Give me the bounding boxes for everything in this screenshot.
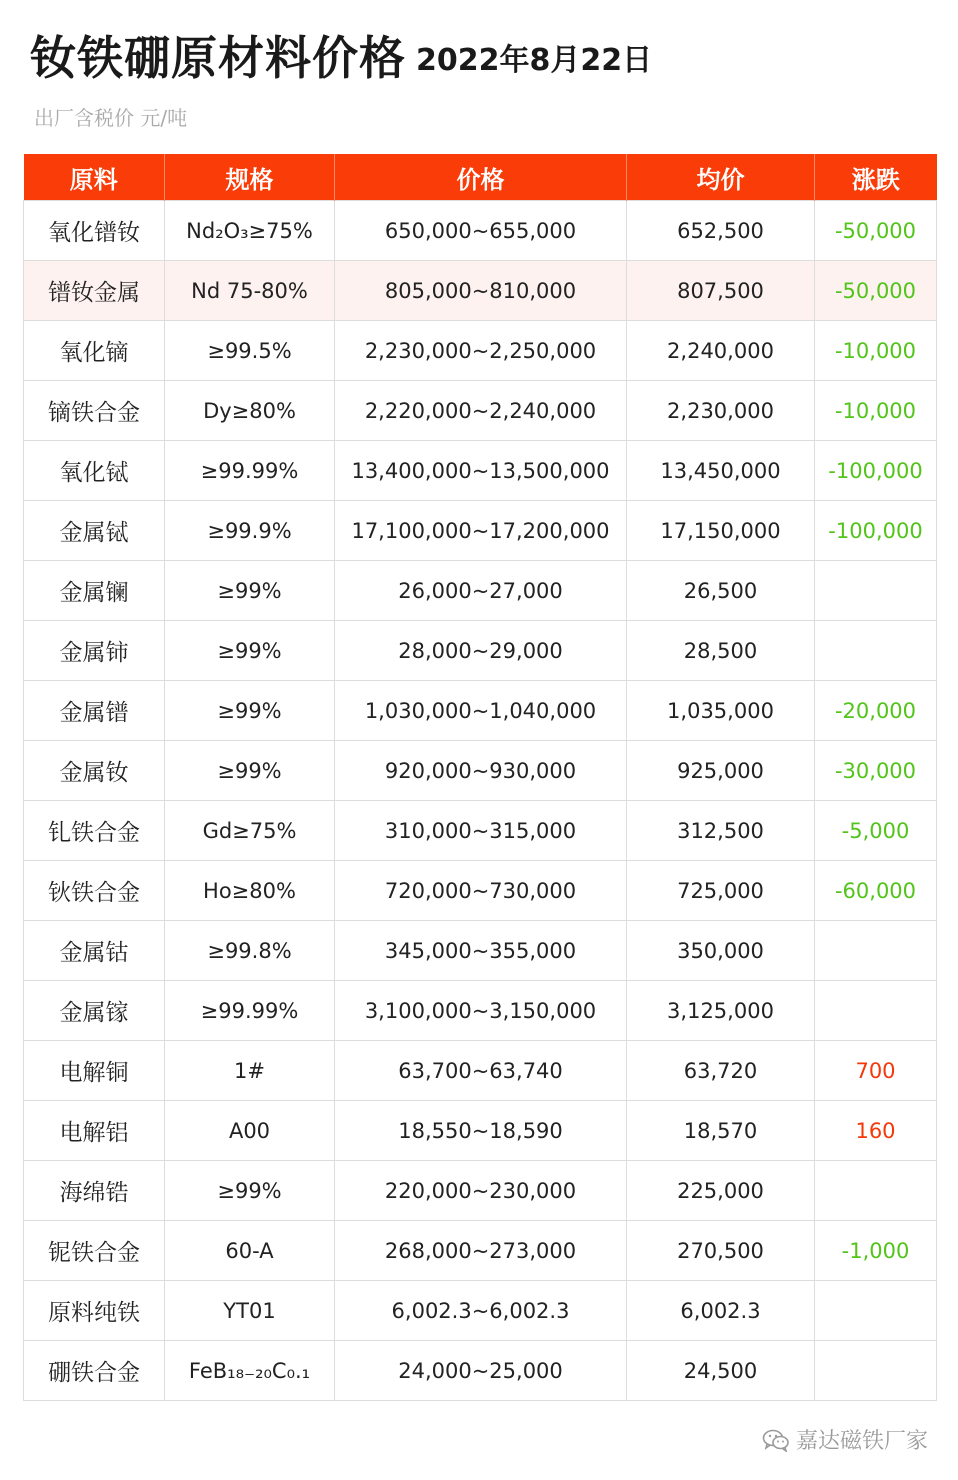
average-price-cell: 225,000	[627, 1161, 815, 1221]
change-cell: -60,000	[815, 861, 937, 921]
table-header	[24, 154, 937, 201]
table-row	[24, 1221, 937, 1281]
watermark	[762, 1424, 928, 1455]
column-header-material: 原料	[24, 154, 165, 201]
average-price-cell: 350,000	[627, 921, 815, 981]
price-range-cell: 24,000~25,000	[335, 1341, 627, 1401]
average-price-cell: 26,500	[627, 561, 815, 621]
material-name-cell: 氧化铽	[24, 441, 165, 501]
table-row	[24, 981, 937, 1041]
watermark-text: 嘉达磁铁厂家	[795, 1429, 928, 1454]
spec-cell: ≥99.99%	[165, 981, 335, 1041]
price-range-cell: 28,000~29,000	[335, 621, 627, 681]
price-range-cell: 1,030,000~1,040,000	[335, 681, 627, 741]
table-row	[24, 1161, 937, 1221]
column-header-spec: 规格	[165, 154, 335, 201]
change-cell	[815, 981, 937, 1041]
table-row	[24, 321, 937, 381]
table-row	[24, 561, 937, 621]
average-price-cell: 652,500	[627, 201, 815, 261]
spec-cell: ≥99.99%	[165, 441, 335, 501]
average-price-cell: 28,500	[627, 621, 815, 681]
spec-cell: YT01	[165, 1281, 335, 1341]
material-name-cell: 氧化镨钕	[24, 201, 165, 261]
price-range-cell: 6,002.3~6,002.3	[335, 1281, 627, 1341]
table-row	[24, 381, 937, 441]
page-title: 钕铁硼原材料价格	[30, 31, 406, 85]
change-cell	[815, 1281, 937, 1341]
price-range-cell: 805,000~810,000	[335, 261, 627, 321]
spec-cell: 60-A	[165, 1221, 335, 1281]
page-date: 2022年8月22日	[416, 43, 653, 78]
spec-cell: ≥99.8%	[165, 921, 335, 981]
change-cell	[815, 1161, 937, 1221]
price-range-cell: 220,000~230,000	[335, 1161, 627, 1221]
table-row	[24, 441, 937, 501]
spec-cell: ≥99.9%	[165, 501, 335, 561]
price-range-cell: 650,000~655,000	[335, 201, 627, 261]
average-price-cell: 63,720	[627, 1041, 815, 1101]
table-row	[24, 621, 937, 681]
material-name-cell: 金属铽	[24, 501, 165, 561]
price-range-cell: 2,220,000~2,240,000	[335, 381, 627, 441]
material-name-cell: 氧化镝	[24, 321, 165, 381]
wechat-icon	[762, 1428, 790, 1452]
change-cell: -50,000	[815, 201, 937, 261]
change-cell	[815, 1341, 937, 1401]
title-row	[30, 22, 652, 86]
average-price-cell: 312,500	[627, 801, 815, 861]
change-cell: -30,000	[815, 741, 937, 801]
spec-cell: ≥99%	[165, 621, 335, 681]
average-price-cell: 2,240,000	[627, 321, 815, 381]
change-cell: -1,000	[815, 1221, 937, 1281]
table-body	[24, 201, 937, 1401]
price-range-cell: 3,100,000~3,150,000	[335, 981, 627, 1041]
change-cell: 160	[815, 1101, 937, 1161]
spec-cell: ≥99%	[165, 1161, 335, 1221]
average-price-cell: 18,570	[627, 1101, 815, 1161]
spec-cell: Ho≥80%	[165, 861, 335, 921]
price-range-cell: 920,000~930,000	[335, 741, 627, 801]
material-name-cell: 金属镓	[24, 981, 165, 1041]
change-cell	[815, 921, 937, 981]
table-row	[24, 801, 937, 861]
material-name-cell: 原料纯铁	[24, 1281, 165, 1341]
change-cell	[815, 621, 937, 681]
price-range-cell: 63,700~63,740	[335, 1041, 627, 1101]
material-name-cell: 金属钕	[24, 741, 165, 801]
change-cell: 700	[815, 1041, 937, 1101]
change-cell	[815, 561, 937, 621]
average-price-cell: 807,500	[627, 261, 815, 321]
price-range-cell: 345,000~355,000	[335, 921, 627, 981]
spec-cell: ≥99.5%	[165, 321, 335, 381]
change-cell: -10,000	[815, 321, 937, 381]
table-row	[24, 201, 937, 261]
table-row	[24, 921, 937, 981]
average-price-cell: 3,125,000	[627, 981, 815, 1041]
table-row	[24, 1041, 937, 1101]
price-range-cell: 18,550~18,590	[335, 1101, 627, 1161]
change-cell: -20,000	[815, 681, 937, 741]
material-name-cell: 金属镧	[24, 561, 165, 621]
table-row	[24, 861, 937, 921]
table-row	[24, 1281, 937, 1341]
change-cell: -100,000	[815, 501, 937, 561]
material-name-cell: 镝铁合金	[24, 381, 165, 441]
table-row	[24, 501, 937, 561]
table-row	[24, 261, 937, 321]
spec-cell: Nd₂O₃≥75%	[165, 201, 335, 261]
price-range-cell: 720,000~730,000	[335, 861, 627, 921]
spec-cell: ≥99%	[165, 741, 335, 801]
spec-cell: Dy≥80%	[165, 381, 335, 441]
material-name-cell: 金属镨	[24, 681, 165, 741]
average-price-cell: 24,500	[627, 1341, 815, 1401]
spec-cell: A00	[165, 1101, 335, 1161]
average-price-cell: 17,150,000	[627, 501, 815, 561]
material-name-cell: 电解铝	[24, 1101, 165, 1161]
average-price-cell: 13,450,000	[627, 441, 815, 501]
spec-cell: 1#	[165, 1041, 335, 1101]
material-name-cell: 海绵锆	[24, 1161, 165, 1221]
spec-cell: Nd 75-80%	[165, 261, 335, 321]
material-name-cell: 金属铈	[24, 621, 165, 681]
spec-cell: FeB₁₈₋₂₀C₀.₁	[165, 1341, 335, 1401]
material-name-cell: 硼铁合金	[24, 1341, 165, 1401]
spec-cell: ≥99%	[165, 561, 335, 621]
table-row	[24, 681, 937, 741]
table-row	[24, 741, 937, 801]
price-range-cell: 17,100,000~17,200,000	[335, 501, 627, 561]
average-price-cell: 6,002.3	[627, 1281, 815, 1341]
spec-cell: Gd≥75%	[165, 801, 335, 861]
change-cell: -100,000	[815, 441, 937, 501]
price-range-cell: 268,000~273,000	[335, 1221, 627, 1281]
change-cell: -10,000	[815, 381, 937, 441]
material-name-cell: 铌铁合金	[24, 1221, 165, 1281]
material-name-cell: 钬铁合金	[24, 861, 165, 921]
column-header-average: 均价	[627, 154, 815, 201]
material-name-cell: 镨钕金属	[24, 261, 165, 321]
material-name-cell: 金属钴	[24, 921, 165, 981]
table-row	[24, 1341, 937, 1401]
column-header-price: 价格	[335, 154, 627, 201]
average-price-cell: 1,035,000	[627, 681, 815, 741]
change-cell: -5,000	[815, 801, 937, 861]
change-cell: -50,000	[815, 261, 937, 321]
price-range-cell: 2,230,000~2,250,000	[335, 321, 627, 381]
table-row	[24, 1101, 937, 1161]
price-range-cell: 13,400,000~13,500,000	[335, 441, 627, 501]
average-price-cell: 270,500	[627, 1221, 815, 1281]
average-price-cell: 725,000	[627, 861, 815, 921]
price-range-cell: 26,000~27,000	[335, 561, 627, 621]
average-price-cell: 925,000	[627, 741, 815, 801]
column-header-change: 涨跌	[815, 154, 937, 201]
price-table	[23, 154, 937, 1401]
material-name-cell: 电解铜	[24, 1041, 165, 1101]
header-row	[24, 154, 937, 201]
spec-cell: ≥99%	[165, 681, 335, 741]
price-unit-note: 出厂含税价 元/吨	[34, 106, 188, 130]
price-range-cell: 310,000~315,000	[335, 801, 627, 861]
average-price-cell: 2,230,000	[627, 381, 815, 441]
material-name-cell: 钆铁合金	[24, 801, 165, 861]
